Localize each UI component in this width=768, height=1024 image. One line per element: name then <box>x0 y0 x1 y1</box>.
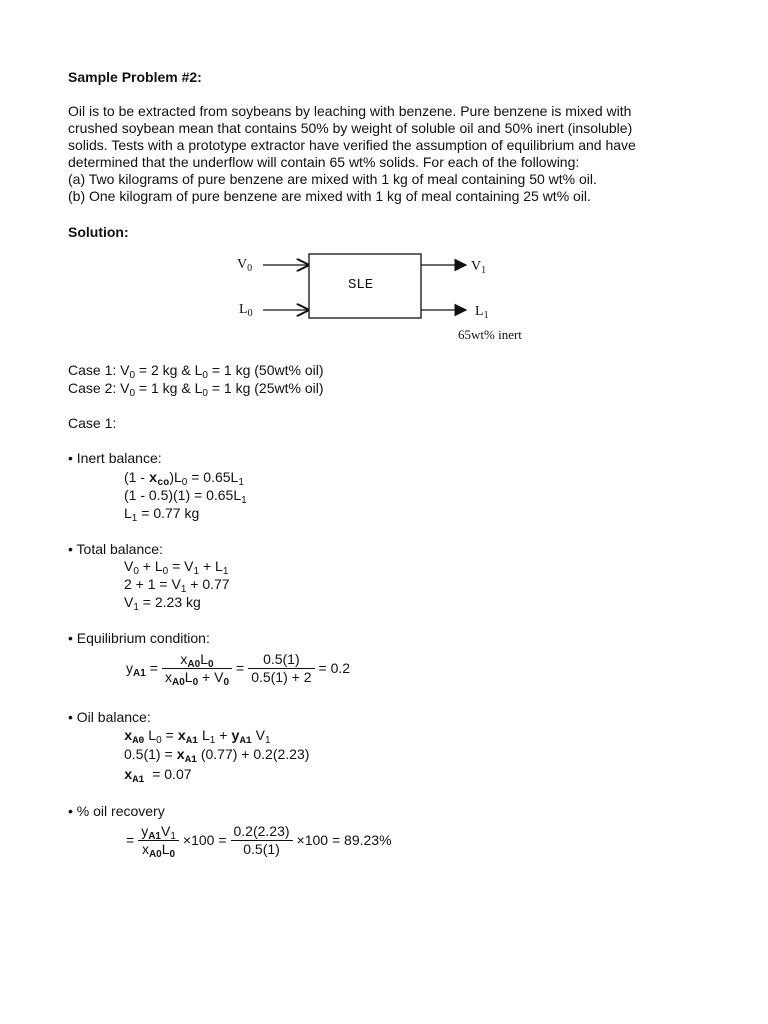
solution-label: Solution: <box>68 224 129 240</box>
eq-result: = 0.2 <box>318 660 351 676</box>
equilibrium-equation: $y_{A1}$ = $\frac{x_{A0}L_0}{x_{A0}L_0 + V_0}$ = $\frac{0.5(1)}{0.5(1) + 2}$ = 0.2 <box>126 650 351 688</box>
oil-eq1: $x_{A0}$ $L_0 = x_{A1}$ $L_1 + y_{A1}$ $V_1$ <box>124 727 271 747</box>
total-heading: • Total balance: <box>68 541 163 557</box>
label-l1: $L_1$ <box>475 304 489 321</box>
label-v1: $V_1$ <box>471 259 487 276</box>
eq-fraction-symbolic: $\frac{x_{A0}L_0}{x_{A0}L_0 + V_0}$ <box>162 651 232 686</box>
equilibrium-heading: • Equilibrium condition: <box>68 630 210 646</box>
total-eq2: $2 + 1 = V_1 + 0.77$ <box>124 576 230 595</box>
inert-eq1: $(1 - x_{co})L_0 = 0.65L_1$ <box>124 469 244 489</box>
eq-fraction-numeric: $\frac{0.5(1)}{0.5(1) + 2}$ <box>248 651 314 686</box>
case1-heading: Case 1: <box>68 415 117 431</box>
underflow-note: 65wt% inert <box>458 327 522 342</box>
label-l0: $L_0$ <box>239 302 253 319</box>
sle-diagram <box>225 248 545 348</box>
problem-line: (a) Two kilograms of pure benzene are mixed with 1 kg of meal containing 50 wt% oil. <box>68 171 597 187</box>
problem-line: crushed soybean mean that contains 50% by weight of soluble oil and 50% inert (insoluble) <box>68 120 633 136</box>
case2-statement: Case 2: $V_0 = 1$ kg & $L_0 = 1$ kg (25wt% oil) <box>68 380 324 399</box>
eq-lhs: $y_{A1}$ <box>126 660 146 679</box>
inert-eq3: $L_1 = 0.77$ kg <box>124 505 200 524</box>
problem-title: Sample Problem #2: <box>68 69 202 85</box>
problem-line: determined that the underflow will contain 65 wt% solids. For each of the following: <box>68 154 580 170</box>
sle-label: SLE <box>348 277 374 293</box>
inert-heading: • Inert balance: <box>68 450 162 466</box>
total-eq3: $V_1 = 2.23$ kg <box>124 594 201 613</box>
recovery-fraction-numeric: $\frac{0.2(2.23)}{0.5(1)}$ <box>231 823 293 858</box>
case1-statement: Case 1: $V_0 = 2$ kg & $L_0 = 1$ kg (50wt% oil) <box>68 362 324 381</box>
problem-line: (b) One kilogram of pure benzene are mixed with 1 kg of meal containing 25 wt% oil. <box>68 188 591 204</box>
problem-line: Oil is to be extracted from soybeans by leaching with benzene. Pure benzene is mixed with <box>68 103 632 119</box>
oil-eq3: $x_{A1} = 0.07$ <box>124 766 192 786</box>
recovery-fraction-symbolic: $\frac{y_{A1}V_1}{x_{A0}L_0}$ <box>138 823 179 858</box>
total-eq1: $V_0 + L_0 = V_1 + L_1$ <box>124 558 229 577</box>
problem-line: solids. Tests with a prototype extractor have verified the assumption of equilibrium and have <box>68 137 636 153</box>
oil-heading: • Oil balance: <box>68 709 151 725</box>
oil-eq2: $0.5(1) = x_{A1}$ (0.77) + 0.2(2.23) <box>124 746 310 766</box>
label-v0: $V_0$ <box>237 257 253 274</box>
recovery-result: ×100 = 89.23% <box>296 832 392 848</box>
recovery-equation: = $\frac{y_{A1}V_1}{x_{A0}L_0}$ ×100 = $\frac{0.2(2.23)}{0.5(1)}$ ×100 = 89.23% <box>126 822 392 860</box>
inert-eq2: $(1 - 0.5)(1) = 0.65L_1$ <box>124 487 247 506</box>
recovery-heading: • % oil recovery <box>68 803 165 819</box>
